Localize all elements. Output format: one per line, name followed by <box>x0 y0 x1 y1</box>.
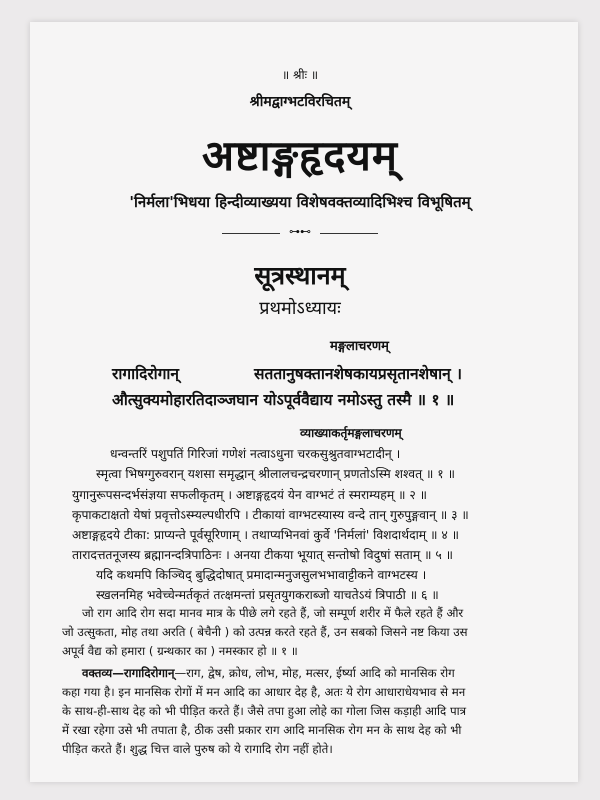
author-line: श्रीमद्वाग्भटविरचितम् <box>249 94 351 110</box>
commentary-line: स्मृत्वा भिषग्गुरुवरान् यशसा समृद्धान् श्रीलालचन्द्रचरणान् प्रणतोऽस्मि शश्वत् ॥ १ ॥ <box>96 467 455 481</box>
hindi-paragraph-1 <box>62 604 570 661</box>
hindi-line: कहा गया है। इन मानसिक रोगों में मन आदि का आधार देह है, अतः ये रोग आधाराधेयभाव से मन <box>62 685 466 699</box>
invocation: ॥ श्रीः ॥ <box>281 68 319 82</box>
commentary-line: तारादत्ततनूजस्य ब्रह्मानन्दत्रिपाठिनः । अनया टीकया भूयात् सन्तोषो विदुषां सताम् ॥ ५ ॥ <box>72 548 454 562</box>
hindi-line: जो उत्सुकता, मोह तथा अरति ( बेचैनी ) को उत्पन्न करते रहते हैं, उन सबको जिसने नष्ट किया उस <box>62 625 468 639</box>
verse-line-1a: रागादिरोगान् <box>112 365 180 383</box>
book-title: अष्टाङ्गहृदयम् <box>202 131 398 180</box>
hindi-line: के साथ-ही-साथ देह को भी पीड़ित करते हैं। जैसे तपा हुआ लोहे का गोला जिस कड़ाही आदि पात्र <box>62 704 467 718</box>
mangala-heading: मङ्गलाचरणम् <box>330 339 389 354</box>
ornament-icon: ⊶⊷ <box>289 225 311 238</box>
subtitle: 'निर्मला'भिधया हिन्दीव्याख्यया विशेषवक्तव्यादिभिश्च विभूषितम् <box>129 193 471 211</box>
hindi-line: में रखा रहेगा उसे भी तपाता है, ठीक उसी प्रकार राग आदि मानसिक रोग मन के साथ देह को भी <box>62 723 462 737</box>
hindi-line: —राग, द्वेष, क्रोध, लोभ, मोह, मत्सर, ईर्ष्या आदि को मानसिक रोग <box>174 666 455 680</box>
verse-line-2: औत्सुक्यमोहारतिदाञ्जघान योऽपूर्ववैद्याय नमोऽस्तु तस्मै ॥ १ ॥ <box>112 391 455 409</box>
chapter-title: प्रथमोऽध्यायः <box>259 298 341 319</box>
commentary-line: यदि कथमपि किञ्चिद् बुद्धिदोषात् प्रमादान्मनुजसुलभभावाट्टीकने वाग्भटस्य । <box>96 568 427 582</box>
commentary-line: युगानुरूपसन्दर्भसंज्ञया सफलीकृतम् । अष्टाङ्गहृदयं येन वाग्भटं तं स्मराम्यहम् ॥ २ ॥ <box>72 488 428 502</box>
hindi-paragraph-2 <box>62 664 570 759</box>
verse-line-1b: सततानुषक्तानशेषकायप्रसृतानशेषान् । <box>254 365 463 383</box>
hindi-line: पीड़ित करते हैं। शुद्ध चित्त वाले पुरुष को ये रागादि रोग नहीं होते। <box>62 742 333 756</box>
section-title: सूत्रस्थानम् <box>254 261 346 290</box>
hindi-line: अपूर्व वैद्य को हमारा ( ग्रन्थकार का ) नमस्कार हो ॥ १ ॥ <box>62 644 298 658</box>
commentary-line: अष्टाङ्गहृदये टीका: प्राप्यन्ते पूर्वसूरिणाम् । तथाप्यभिनवां कुर्वे 'निर्मलां' विशदार्थदाम् ॥ ४ ॥ <box>72 528 460 542</box>
commentary-heading: व्याख्याकर्तृमङ्गलाचरणम् <box>300 426 402 440</box>
commentary-line: कृपाकटाक्षतो येषां प्रवृत्तोऽस्म्यल्पधीरपि । टीकायां वाग्भटस्यास्य वन्दे तान् गुरुपुङ्गवान् ॥ ३ ॥ <box>72 508 469 522</box>
commentary-line: स्खलनमिह भवेच्चेन्मर्तकृतं तत्क्षमन्तां प्रसृतयुगकराब्जो याचतेऽयं त्रिपाठी ॥ ६ ॥ <box>96 588 439 602</box>
hindi-line: जो राग आदि रोग सदा मानव मात्र के पीछे लगे रहते हैं, जो सम्पूर्ण शरीर में फैले रहते हैं और <box>82 606 464 620</box>
note-lead: वक्तव्य—रागादिरोगान् <box>82 666 175 680</box>
ornamental-divider <box>222 225 378 240</box>
commentary-line: धन्वन्तरिं पशुपतिं गिरिजां गणेशं नत्वाऽधुना चरकसुश्रुतवाग्भटादीन् । <box>110 447 401 461</box>
